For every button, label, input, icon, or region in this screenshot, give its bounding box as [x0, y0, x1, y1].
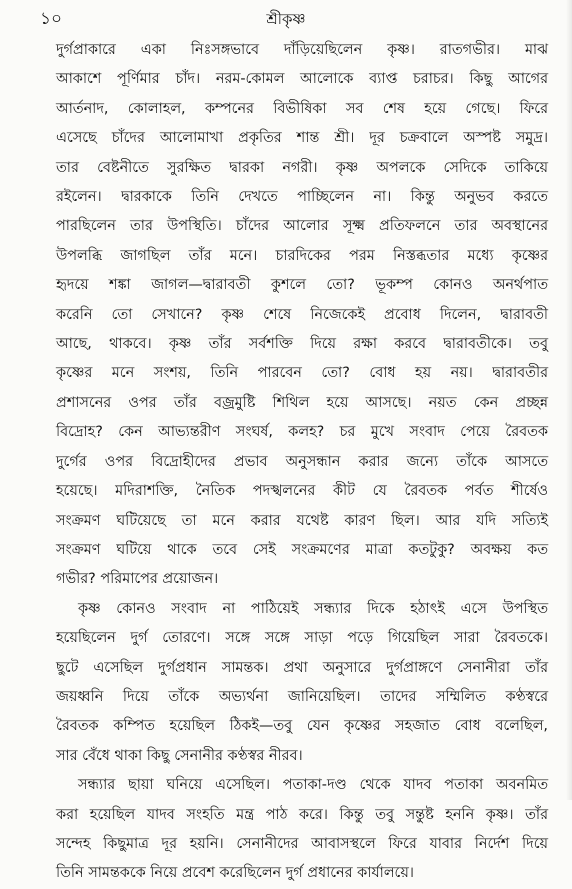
body-text [56, 36, 548, 889]
paragraph-1 [56, 36, 548, 595]
text-line: কৃষ্ণের মনে সংশয়, তিনি পারবেন তো? বোধ হয় নয়। দ্বারাবতীর [56, 365, 548, 382]
text-line: আছে, থাকবে। কৃষ্ণ তাঁর সর্বশক্তি দিয়ে রক্ষা করবে দ্বারাবতীকে। তবু [56, 336, 548, 353]
text-line: রইলেন। দ্বারকাকে তিনি দেখতে পাচ্ছিলেন না। কিন্তু অনুভব করতে [56, 189, 548, 206]
text-line: সন্দেহ কিছুমাত্র দূর হয়নি। সেনানীদের আবাসস্থলে ফিরে যাবার নির্দেশ দিয়ে [56, 835, 548, 852]
text-line: তিনি সামন্তককে নিয়ে প্রবেশ করেছিলেন দুর্গ প্রধানের কার্যালয়ে। [56, 865, 414, 882]
text-line: আর্তনাদ, কোলাহল, কম্পনের বিভীষিকা সব শেষ হয়ে গেছে। ফিরে [56, 100, 548, 117]
text-line: বিদ্রোহ? কেন আভ্যন্তরীণ সংঘর্ষ, কলহ? চর মুখে সংবাদ পেয়ে রৈবতক [56, 424, 548, 441]
text-line: কৃষ্ণ কোনও সংবাদ না পাঠিয়েই সন্ধ্যার দিকে হঠাৎই এসে উপস্থিত [78, 600, 548, 617]
paragraph-3 [56, 771, 548, 889]
text-line: এসেছে চাঁদের আলোমাখা প্রকৃতির শান্ত শ্রী। দূর চক্রবালে অস্পষ্ট সমুদ্র। [56, 130, 548, 147]
text-line: রৈবতক কম্পিত হয়েছিল ঠিকই—তবু যেন কৃষ্ণের সহজাত বোধ বলেছিল, [56, 718, 548, 735]
paragraph-2 [56, 595, 548, 771]
text-line: তার বেষ্টনীতে সুরক্ষিত দ্বারকা নগরী। কৃষ্ণ অপলকে সেদিকে তাকিয়ে [56, 159, 548, 176]
text-line: উপলব্ধি জাগছিল তাঁর মনে। চারদিকের পরম নিস্তব্ধতার মধ্যে কৃষ্ণের [56, 247, 548, 264]
text-line: হৃদয়ে শঙ্কা জাগল—দ্বারাবতী কুশলে তো? ভূকম্প কোনও অনর্থপাত [56, 277, 548, 294]
text-line: করেনি তো সেখানে? কৃষ্ণ শেষে নিজেকেই প্রবোধ দিলেন, দ্বারাবতী [56, 306, 548, 323]
text-line: ছুটে এসেছিল দুর্গপ্রধান সামন্তক। প্রথা অনুসারে দুর্গপ্রাঙ্গণে সেনানীরা তাঁর [56, 659, 548, 676]
text-line: প্রশাসনের ওপর তাঁর বজ্রমুষ্টি শিথিল হয়ে আসছে। নয়ত কেন প্রচ্ছন্ন [56, 394, 548, 411]
text-line: সংক্রমণ ঘটিয়ে থাকে তবে সেই সংক্রমণের মাত্রা কতটুকু? অবক্ষয় কত [56, 541, 548, 558]
text-line: গভীর? পরিমাপের প্রয়োজন। [56, 571, 219, 588]
text-line: জয়ধ্বনি দিয়ে তাঁকে অভ্যর্থনা জানিয়েছিল। তাদের সম্মিলিত কণ্ঠস্বরে [56, 688, 548, 705]
page-edge-shadow [566, 0, 572, 800]
text-line: আকাশে পূর্ণিমার চাঁদ। নরম-কোমল আলোকে ব্যাপ্ত চরাচর। কিছু আগের [56, 71, 548, 88]
text-line: দুর্গের ওপর বিদ্রোহীদের প্রভাব অনুসন্ধান করার জন্যে তাঁকে আসতে [56, 453, 548, 470]
text-line: সার বেঁধে থাকা কিছু সেনানীর কণ্ঠস্বর নীরব। [56, 747, 303, 764]
text-line: সংক্রমণ ঘটিয়েছে তা মনে করার যথেষ্ট কারণ ছিল। আর যদি সত্যিই [56, 512, 548, 529]
text-line: সন্ধ্যার ছায়া ঘনিয়ে এসেছিল। পতাকা-দণ্ড থেকে যাদব পতাকা অবনমিত [78, 777, 548, 794]
text-line: হয়েছিলেন দুর্গ তোরণে। সঙ্গে সঙ্গে সাড়া পড়ে গিয়েছিল সারা রৈবতকে। [56, 630, 548, 647]
text-line: হয়েছে। মদিরাশক্তি, নৈতিক পদস্খলনের কীট যে রৈবতক পর্বত শীর্ষেও [56, 483, 548, 500]
text-line: করা হয়েছিল যাদব সংহতি মন্ত্র পাঠ করে। কিন্তু তবু সন্তুষ্ট হননি কৃষ্ণ। তাঁর [56, 806, 548, 823]
page-number: ১০ [40, 9, 63, 29]
running-title: শ্রীকৃষ্ণ [266, 10, 306, 28]
text-line: দুর্গপ্রাকারে একা নিঃসঙ্গভাবে দাঁড়িয়েছিলেন কৃষ্ণ। রাতগভীর। মাঝ [56, 42, 548, 58]
text-line: পারছিলেন তার উপস্থিতি। চাঁদের আলোর সূক্ষ্ম প্রতিফলনে তার অবস্থানের [56, 218, 548, 235]
